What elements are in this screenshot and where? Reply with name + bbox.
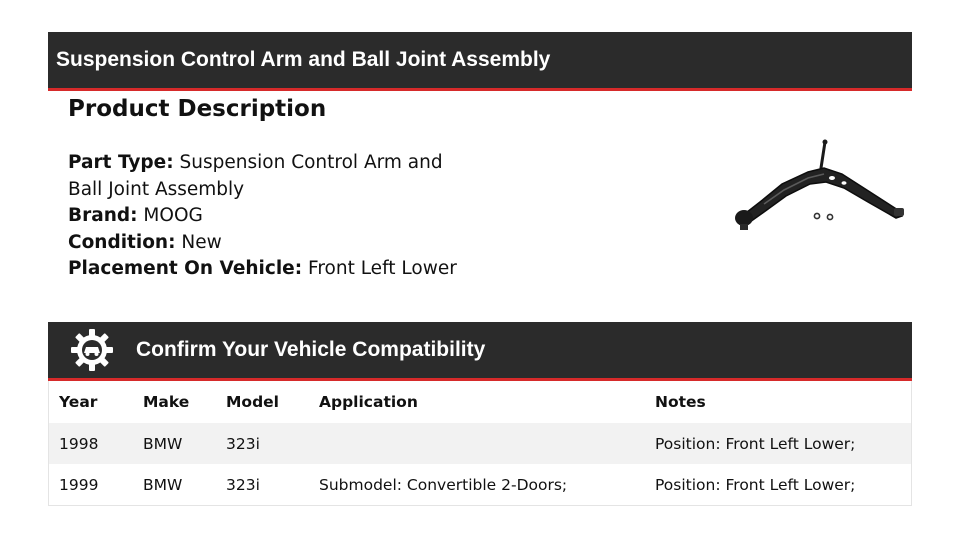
cell-notes: Position: Front Left Lower; xyxy=(655,475,856,494)
detail-value: Front Left Lower xyxy=(308,258,457,279)
cell-notes: Position: Front Left Lower; xyxy=(645,423,912,464)
header-banner xyxy=(48,32,912,91)
detail-value: New xyxy=(181,231,222,253)
detail-label: Condition: xyxy=(68,231,176,253)
cell-model: 323i xyxy=(216,423,309,464)
column-header-year: Year xyxy=(59,393,98,411)
column-header-model: Model xyxy=(226,393,279,411)
column-header-application: Application xyxy=(319,393,418,411)
column-header-make: Make xyxy=(143,393,190,411)
compatibility-table xyxy=(48,381,912,506)
page-title: Suspension Control Arm and Ball Joint Assembly xyxy=(56,48,551,71)
cell-make: BMW xyxy=(133,423,216,464)
detail-value: MOOG xyxy=(143,205,203,226)
detail-value: Suspension Control Arm and Ball Joint Assembly xyxy=(68,152,443,200)
detail-label: Part Type: xyxy=(68,152,174,173)
gear-car-icon xyxy=(70,328,114,372)
compatibility-banner xyxy=(48,322,912,381)
table-row xyxy=(49,423,912,464)
control-arm-product-image xyxy=(720,130,920,240)
detail-placement xyxy=(68,256,458,283)
detail-condition xyxy=(68,230,458,257)
detail-brand xyxy=(68,203,458,230)
cell-application: Submodel: Convertible 2-Doors; xyxy=(319,475,568,494)
detail-part-type xyxy=(68,150,458,203)
product-details xyxy=(68,150,458,283)
cell-model: 323i xyxy=(226,475,260,494)
compatibility-title: Confirm Your Vehicle Compatibility xyxy=(136,338,486,361)
cell-year: 1998 xyxy=(49,423,134,464)
table-row xyxy=(49,464,912,506)
cell-application xyxy=(309,423,645,464)
column-header-notes: Notes xyxy=(655,393,706,411)
product-description-heading: Product Description xyxy=(68,96,327,122)
cell-year: 1999 xyxy=(59,475,99,494)
cell-make: BMW xyxy=(143,475,183,494)
detail-label: Brand: xyxy=(68,205,138,226)
table-header-row xyxy=(49,381,912,423)
detail-label: Placement On Vehicle: xyxy=(68,258,303,279)
